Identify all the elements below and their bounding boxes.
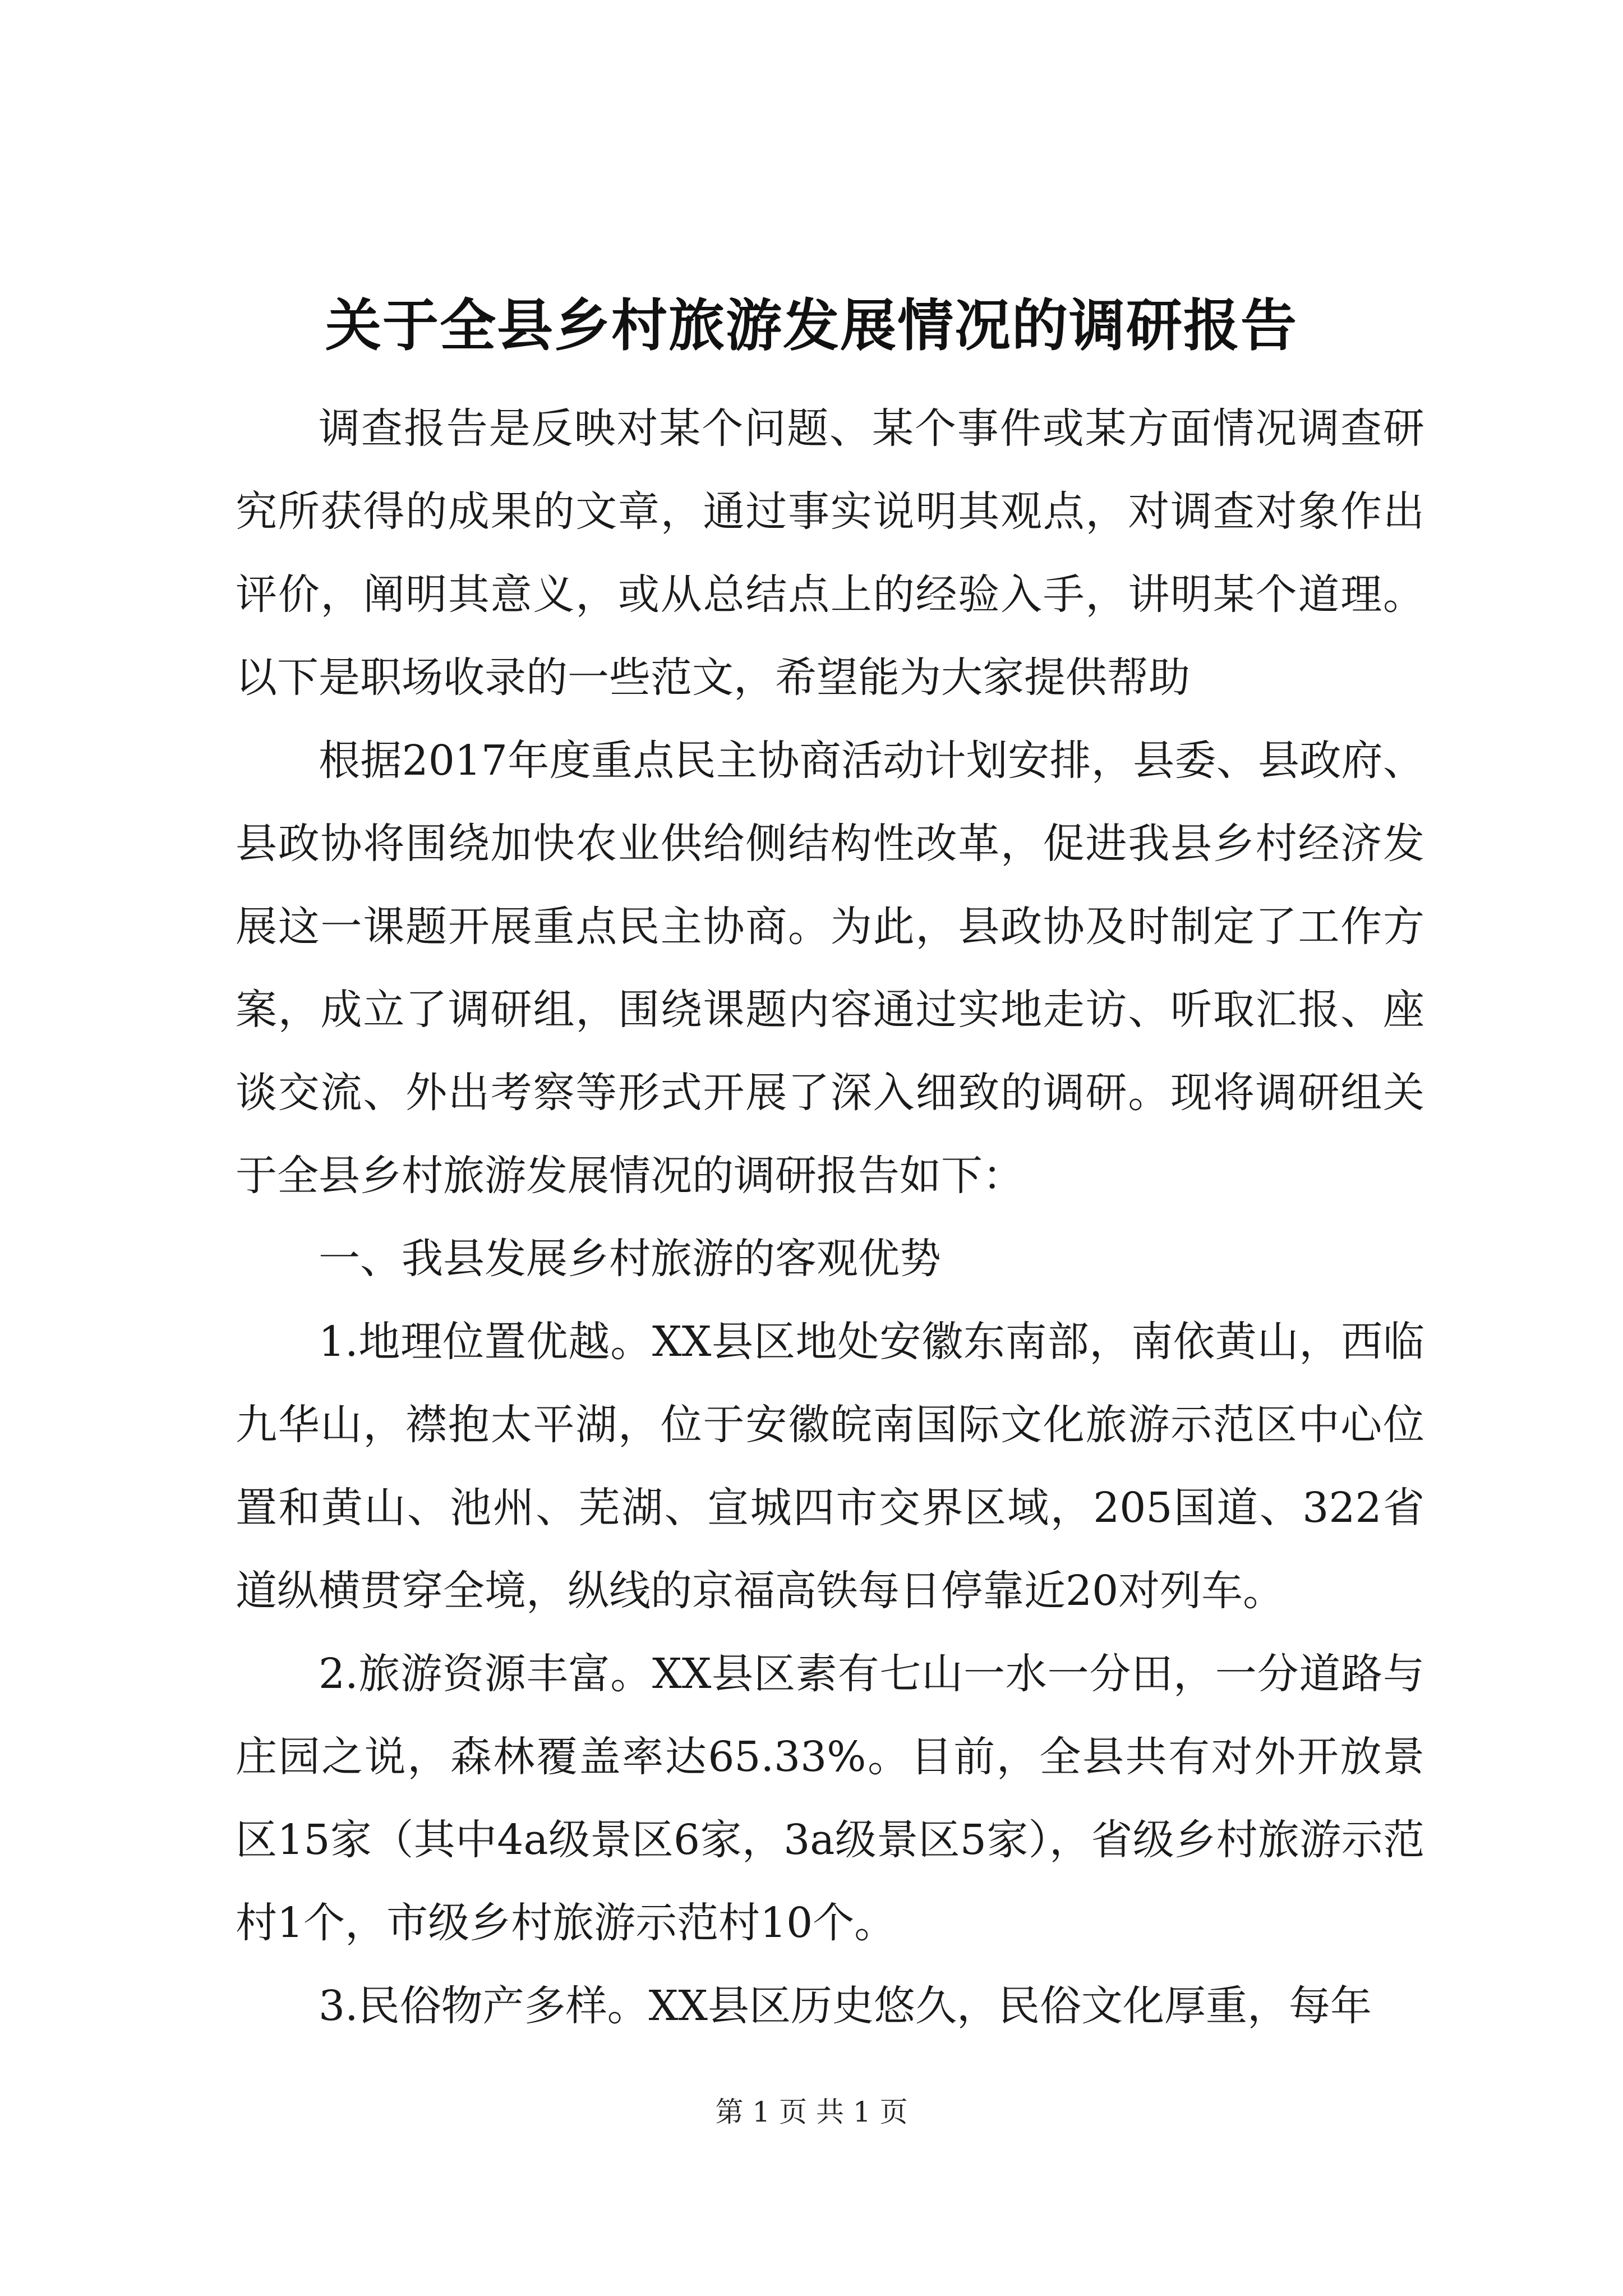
background-paragraph: 根据2017年度重点民主协商活动计划安排，县委、县政府、县政协将围绕加快农业供给侧结构性改革，促进我县乡村经济发展这一课题开展重点民主协商。为此，县政协及时制定了工作方案，成立了调研组，围绕课题内容通过实地走访、听取汇报、座谈交流、外出考察等形式开展了深入细致的调研。现将调研组关于全县乡村旅游发展情况的调研报告如下： bbox=[236, 737, 1424, 1200]
document-body bbox=[236, 387, 1424, 2047]
intro-paragraph: 调查报告是反映对某个问题、某个事件或某方面情况调查研究所获得的成果的文章，通过事实说明其观点，对调查对象作出评价，阐明其意义，或从总结点上的经验入手，讲明某个道理。以下是职场收录的一些范文，希望能为大家提供帮助 bbox=[236, 404, 1424, 702]
page-number-footer: 第 1 页 共 1 页 bbox=[715, 2096, 908, 2128]
advantage-location-paragraph: 1.地理位置优越。XX县区地处安徽东南部，南依黄山，西临九华山，襟抱太平湖，位于安徽皖南国际文化旅游示范区中心位置和黄山、池州、芜湖、宣城四市交界区域，205国道、322省道纵横贯穿全境，纵线的京福高铁每日停靠近20对列车。 bbox=[236, 1318, 1424, 1615]
advantage-customs-paragraph: 3.民俗物产多样。XX县区历史悠久，民俗文化厚重，每年 bbox=[319, 1982, 1372, 2030]
document-title: 关于全县乡村旅游发展情况的调研报告 bbox=[325, 292, 1298, 358]
advantage-resources-paragraph: 2.旅游资源丰富。XX县区素有七山一水一分田，一分道路与庄园之说，森林覆盖率达65.33%。目前，全县共有对外开放景区15家（其中4a级景区6家，3a级景区5家），省级乡村旅游示范村1个，市级乡村旅游示范村10个。 bbox=[236, 1650, 1424, 1947]
section-heading: 一、我县发展乡村旅游的客观优势 bbox=[319, 1235, 941, 1283]
